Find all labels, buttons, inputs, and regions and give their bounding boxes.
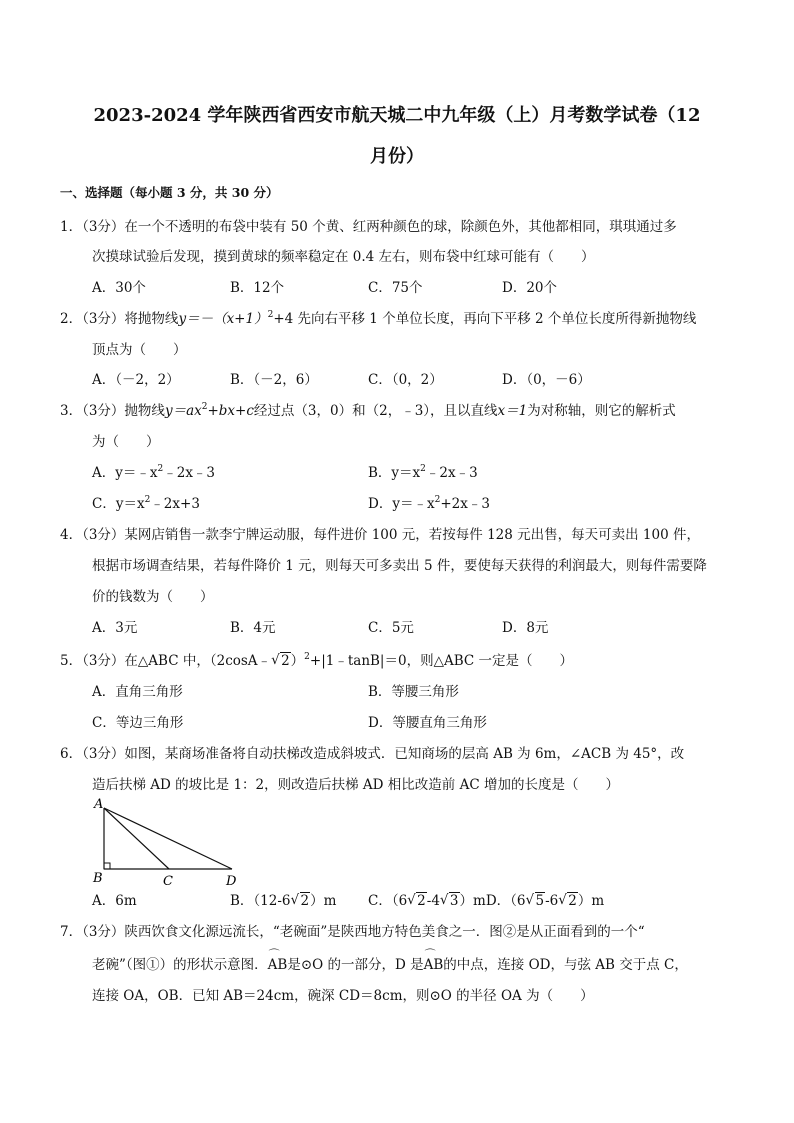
q3-exponent: 2 bbox=[201, 402, 208, 412]
q3-option-c bbox=[92, 496, 200, 512]
q6-option-c-root-2: 3 bbox=[449, 893, 459, 909]
q3-option-a-post: ﹣2x﹣3 bbox=[163, 465, 216, 481]
q2-equation: y＝－（x+1） bbox=[178, 311, 268, 327]
q7-line-1: 7．（3分）陕西饮食文化源远流长，“老碗面”是陕西地方特色美食之一．图②是从正面看到的一个“ bbox=[60, 924, 645, 940]
label-a: A bbox=[94, 797, 104, 812]
q3-option-b-pre: B．y＝x bbox=[368, 465, 421, 481]
q2-line-2: 顶点为（ ） bbox=[92, 342, 187, 358]
segment-ad bbox=[104, 808, 232, 869]
q6-option-c-mid: -4 bbox=[426, 893, 440, 909]
q5-option-c: C．等边三角形 bbox=[92, 715, 184, 731]
q5-option-b: B．等腰三角形 bbox=[368, 684, 459, 700]
escalator-diagram bbox=[90, 796, 240, 886]
q6-option-d-pre: D．（6 bbox=[485, 893, 526, 909]
q3-suffix: 经过点（3，0）和（2，﹣3），且以直线 bbox=[253, 403, 498, 419]
q3-option-b bbox=[368, 465, 478, 481]
q3-option-b-post: ﹣2x﹣3 bbox=[425, 465, 478, 481]
q3-option-a-exp: 2 bbox=[157, 464, 164, 474]
q1-line-1: 1．（3分）在一个不透明的布袋中装有 50 个黄、红两种颜色的球，除颜色外，其他都相同，琪琪通过多 bbox=[60, 219, 677, 235]
q6-option-b-sqrt bbox=[291, 893, 311, 909]
q6-option-c-pre: C．（6 bbox=[368, 893, 408, 909]
q6-line-2: 造后扶梯 AD 的坡比是 1：2，则改造后扶梯 AD 相比改造前 AC 增加的长度是（ ） bbox=[92, 777, 619, 793]
exam-title-line-2: 月份） bbox=[370, 146, 424, 167]
q6-option-d bbox=[486, 893, 604, 909]
q5-line-1 bbox=[60, 653, 573, 669]
q6-option-d-sqrt-1 bbox=[526, 893, 546, 909]
section-heading-choice: 一、选择题（每小题 3 分，共 30 分） bbox=[60, 185, 279, 200]
q7-arc-ab-2: ⌒ AB bbox=[424, 957, 444, 973]
q5-prefix: 5．（3分）在△ABC 中，（2cosA﹣ bbox=[60, 653, 272, 669]
q5-sqrt bbox=[271, 653, 291, 669]
q7-arc-ab-1: ⌒ AB bbox=[268, 957, 288, 973]
q4-line-1: 4．（3分）某网店销售一款李宁牌运动服，每件进价 100 元，若按每件 128 元出售，每天可卖出 100 件， bbox=[60, 527, 700, 543]
q6-option-c-sqrt-1 bbox=[407, 893, 427, 909]
q5-option-d: D．等腰直角三角形 bbox=[368, 715, 487, 731]
q2-exponent: 2 bbox=[267, 310, 274, 320]
q3-line-1 bbox=[60, 403, 676, 419]
q3-option-a bbox=[92, 465, 215, 481]
q6-option-d-post: ）m bbox=[577, 893, 605, 909]
label-c: C bbox=[163, 874, 173, 886]
q6-option-d-root-1: 5 bbox=[535, 893, 545, 909]
q7-line-2-mid: 是⊙O 的一部分，D 是 bbox=[287, 957, 424, 973]
q6-option-c-root-1: 2 bbox=[417, 893, 426, 909]
exam-title-line-1: 2023-2024 学年陕西省西安市航天城二中九年级（上）月考数学试卷（12 bbox=[93, 105, 701, 126]
q2-option-b: B．（－2，6） bbox=[230, 372, 318, 388]
q2-suffix: +4 先向右平移 1 个单位长度，再向下平移 2 个单位长度所得新抛物线 bbox=[273, 311, 697, 327]
q1-line-2: 次摸球试验后发现，摸到黄球的频率稳定在 0.4 左右，则布袋中红球可能有（ ） bbox=[92, 249, 595, 265]
q1-option-a: A．30个 bbox=[92, 280, 146, 296]
q1-option-b: B．12个 bbox=[230, 280, 285, 296]
q6-option-c-post: ）m bbox=[459, 893, 486, 909]
q3-option-c-post: ﹣2x+3 bbox=[150, 496, 200, 512]
q3-prefix: 3．（3分）抛物线 bbox=[60, 403, 165, 419]
q2-option-a: A．（－2，2） bbox=[92, 372, 180, 388]
q2-line-1 bbox=[60, 311, 696, 327]
q3-option-d bbox=[368, 496, 490, 512]
right-angle-mark bbox=[104, 863, 110, 869]
q3-equation: y＝ax bbox=[164, 403, 202, 419]
q3-option-d-pre: D．y＝﹣x bbox=[368, 496, 435, 512]
q6-option-d-mid: -6 bbox=[545, 893, 559, 909]
q6-option-a: A．6m bbox=[92, 893, 137, 909]
q4-line-2: 根据市场调查结果，若每件降价 1 元，则每天可多卖出 5 件，要使每天获得的利润最大，则每件需要降 bbox=[92, 558, 707, 574]
label-d: D bbox=[226, 874, 237, 886]
q3-option-c-exp: 2 bbox=[144, 495, 151, 505]
q6-option-b-post: ）m bbox=[310, 893, 337, 909]
q6-option-b bbox=[230, 893, 336, 909]
q4-option-b: B．4元 bbox=[230, 620, 276, 636]
q1-option-d: D．20个 bbox=[502, 280, 558, 296]
q3-equation-rest: +bx+c bbox=[207, 403, 254, 419]
q2-option-d: D．（0，－6） bbox=[502, 372, 591, 388]
q7-line-2-post: 的中点，连接 OD，与弦 AB 交于点 C， bbox=[443, 957, 688, 973]
q6-option-d-sqrt-2 bbox=[558, 893, 578, 909]
q3-option-c-pre: C．y＝x bbox=[92, 496, 145, 512]
segment-ac bbox=[104, 808, 169, 869]
q5-suffix: +|1﹣tanB|＝0，则△ABC 一定是（ ） bbox=[309, 653, 573, 669]
q6-option-c-sqrt-2 bbox=[440, 893, 460, 909]
q4-option-a: A．3元 bbox=[92, 620, 138, 636]
q7-line-2-pre: 老碗”（图①）的形状示意图． bbox=[92, 957, 268, 973]
q5-option-a: A．直角三角形 bbox=[92, 684, 183, 700]
q5-sqrt-value: 2 bbox=[281, 653, 290, 669]
q2-option-c: C．（0，2） bbox=[368, 372, 443, 388]
q5-exponent: 2 bbox=[304, 652, 310, 662]
q3-option-b-exp: 2 bbox=[420, 464, 426, 474]
q4-option-c: C．5元 bbox=[368, 620, 414, 636]
q6-option-b-root: 2 bbox=[300, 893, 310, 909]
q3-option-d-post: +2x﹣3 bbox=[440, 496, 490, 512]
q3-option-a-pre: A．y＝﹣x bbox=[92, 465, 158, 481]
q7-line-3: 连接 OA，OB．已知 AB＝24cm，碗深 CD＝8cm，则⊙O 的半径 OA 为（ ） bbox=[92, 988, 594, 1004]
q4-line-3: 价的钱数为（ ） bbox=[92, 589, 214, 605]
q1-option-c: C．75个 bbox=[368, 280, 423, 296]
q6-option-b-pre: B．（12-6 bbox=[230, 893, 291, 909]
q7-line-2 bbox=[92, 957, 688, 973]
q6-option-c bbox=[368, 893, 604, 909]
q3-option-d-exp: 2 bbox=[434, 495, 441, 505]
q6-option-d-root-2: 2 bbox=[568, 893, 577, 909]
q3-suffix-2: 为对称轴，则它的解析式 bbox=[527, 403, 676, 419]
q3-axis-equation: x＝1 bbox=[497, 403, 528, 419]
q5-close-paren: ） bbox=[290, 653, 305, 669]
q3-line-2: 为（ ） bbox=[92, 434, 160, 450]
q4-option-d: D．8元 bbox=[502, 620, 549, 636]
label-b: B bbox=[93, 871, 103, 886]
q6-line-1: 6．（3分）如图，某商场准备将自动扶梯改造成斜坡式．已知商场的层高 AB 为 6m，∠ACB 为 45°，改 bbox=[60, 746, 685, 762]
q2-prefix: 2．（3分）将抛物线 bbox=[60, 311, 179, 327]
